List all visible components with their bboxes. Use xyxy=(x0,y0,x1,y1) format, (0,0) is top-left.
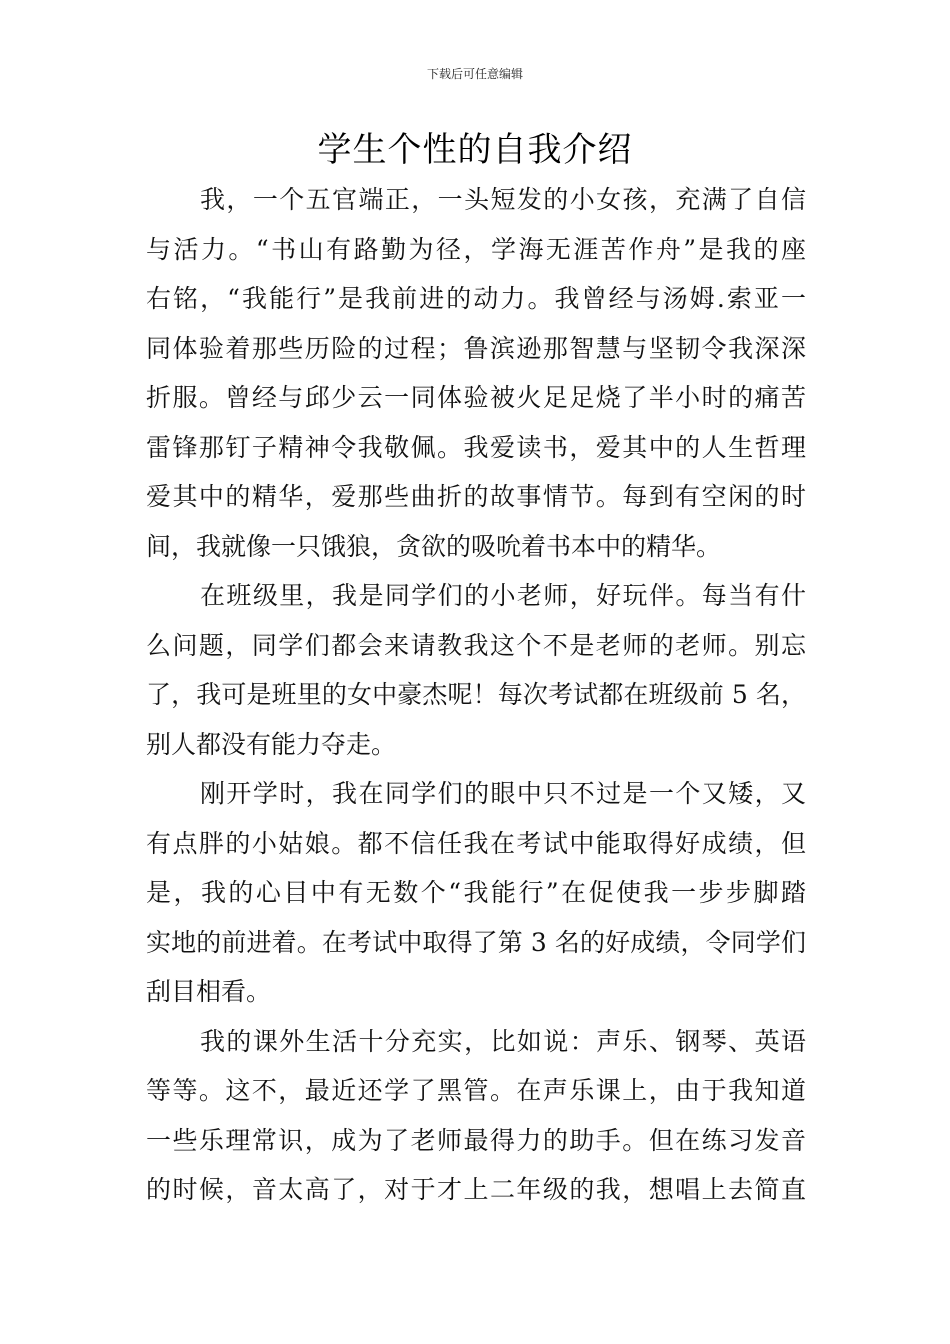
header-note: 下载后可任意编辑 xyxy=(426,67,523,81)
text-line: 么问题，同学们都会来请教我这个不是老师的老师。别忘 xyxy=(146,630,806,660)
text-line: 右铭，“我能行”是我前进的动力。我曾经与汤姆.索亚一 xyxy=(146,284,806,313)
text-line: 是，我的心目中有无数个“我能行”在促使我一步步脚踏 xyxy=(146,878,806,907)
paragraph-3 xyxy=(146,769,806,1017)
text-line: 有点胖的小姑娘。都不信任我在考试中能取得好成绩，但 xyxy=(146,828,806,858)
paragraph-1 xyxy=(146,175,806,571)
text-line: 了，我可是班里的女中豪杰呢！每次考试都在班级前 5 名， xyxy=(146,680,806,709)
document-title: 学生个性的自我介绍 xyxy=(317,130,633,170)
text-line: 雷锋那钉子精神令我敬佩。我爱读书，爱其中的人生哲理 xyxy=(146,432,806,462)
text-line: 爱其中的精华，爱那些曲折的故事情节。每到有空闲的时 xyxy=(146,482,806,511)
text-line: 同体验着那些历险的过程；鲁滨逊那智慧与坚韧令我深深 xyxy=(146,333,806,363)
paragraph-2 xyxy=(146,571,806,769)
text-line: 一些乐理常识，成为了老师最得力的助手。但在练习发音 xyxy=(146,1125,806,1155)
text-line: 刚开学时，我在同学们的眼中只不过是一个又矮，又 xyxy=(200,779,806,808)
text-line: 我，一个五官端正，一头短发的小女孩，充满了自信 xyxy=(200,185,806,214)
text-line: 实地的前进着。在考试中取得了第 3 名的好成绩，令同学们 xyxy=(146,927,806,957)
text-line: 的时候，音太高了，对于才上二年级的我，想唱上去简直 xyxy=(146,1175,806,1204)
text-line: 与活力。“书山有路勤为径，学海无涯苦作舟”是我的座 xyxy=(146,234,806,264)
text-line: 等等。这不，最近还学了黑管。在声乐课上，由于我知道 xyxy=(146,1076,806,1105)
text-line: 我的课外生活十分充实，比如说：声乐、钢琴、英语 xyxy=(200,1026,806,1056)
text-line: 间，我就像一只饿狼，贪欲的吸吮着书本中的精华。 xyxy=(146,531,722,561)
text-line: 别人都没有能力夺走。 xyxy=(146,729,397,759)
text-line: 折服。曾经与邱少云一同体验被火足足烧了半小时的痛苦 xyxy=(146,383,806,412)
text-line: 刮目相看。 xyxy=(146,977,272,1006)
text-line: 在班级里，我是同学们的小老师，好玩伴。每当有什 xyxy=(200,581,806,610)
document-body xyxy=(146,175,806,1215)
paragraph-4 xyxy=(146,1017,806,1215)
